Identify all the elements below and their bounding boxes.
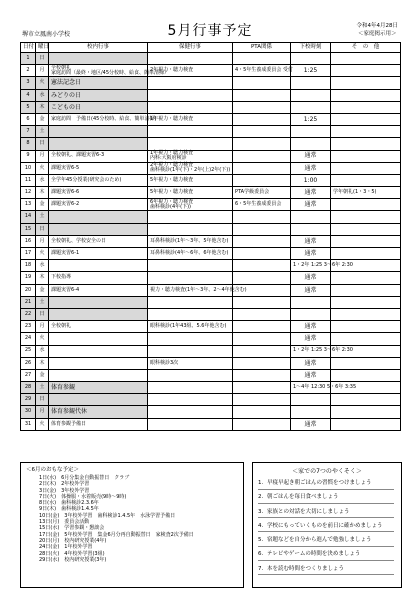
other-cell: 学年朝礼(1・3・5) — [331, 187, 401, 199]
weekday-cell: 水 — [36, 260, 49, 272]
other-cell — [331, 235, 401, 247]
school-event-cell: 家庭訪問 予備日(45分校時、給食、簡単清掃) — [49, 113, 148, 125]
health-event-cell — [148, 89, 233, 101]
dismissal-time-cell — [291, 296, 331, 308]
dismissal-time-cell: 1:25 — [291, 113, 331, 125]
weekday-cell: 月 — [36, 235, 49, 247]
dismissal-time-cell — [291, 406, 331, 418]
dismissal-time-cell: 通常 — [291, 418, 331, 430]
school-event-cell: 体育参観予備日 — [49, 418, 148, 430]
health-event-cell: 耳鼻科検診(1年～3年、5年他含む) — [148, 235, 233, 247]
dismissal-time-cell: 1:00 — [291, 174, 331, 186]
health-event-cell: 視力・聴力検査(1年～3年、2～4年他含む) — [148, 284, 233, 296]
dismissal-time-cell: 通常 — [291, 187, 331, 199]
table-row — [21, 101, 401, 113]
school-event-cell: 課題実習6-1 — [49, 248, 148, 260]
health-event-cell — [148, 394, 233, 406]
other-cell — [331, 126, 401, 138]
weekday-cell: 火 — [36, 77, 49, 89]
dismissal-time-cell: 通常 — [291, 248, 331, 260]
health-event-cell — [148, 53, 233, 65]
school-event-cell: 課題実習6-4 — [49, 284, 148, 296]
pta-cell — [233, 260, 291, 272]
home-promises-panel — [252, 462, 402, 588]
table-row — [21, 321, 401, 333]
school-event-cell: 課題実習6-2 — [49, 199, 148, 211]
table-row — [21, 333, 401, 345]
day-cell: 6 — [21, 113, 36, 125]
weekday-cell: 木 — [36, 272, 49, 284]
health-event-cell — [148, 77, 233, 89]
other-cell — [331, 418, 401, 430]
other-cell — [331, 77, 401, 89]
day-cell: 29 — [21, 394, 36, 406]
table-row — [21, 357, 401, 369]
health-event-cell — [148, 272, 233, 284]
day-cell: 1 — [21, 53, 36, 65]
day-cell: 18 — [21, 260, 36, 272]
health-event-cell: 5年視力・聴力検査 — [148, 187, 233, 199]
other-cell — [331, 113, 401, 125]
health-event-cell — [148, 126, 233, 138]
health-event-cell: 眼科検診(1年43組、5.6年他含む) — [148, 321, 233, 333]
dismissal-time-cell: 通常 — [291, 162, 331, 174]
weekday-cell: 木 — [36, 357, 49, 369]
health-event-cell: 6年視力・聴力検査 歯科検診(4年(下)) — [148, 199, 233, 211]
list-item: 9日(木) 歯科検診1.4.5年 — [39, 506, 99, 513]
table-row — [21, 248, 401, 260]
page-title: 5月行事予定 — [167, 23, 253, 39]
other-cell — [331, 333, 401, 345]
day-cell: 4 — [21, 89, 36, 101]
dismissal-time-cell — [291, 89, 331, 101]
day-cell: 15 — [21, 223, 36, 235]
other-cell — [331, 394, 401, 406]
weekday-cell: 土 — [36, 382, 49, 394]
other-cell — [331, 308, 401, 320]
school-event-cell: 全学年45分授業(研究会のため) — [49, 174, 148, 186]
school-event-cell — [49, 211, 148, 223]
pta-cell — [233, 77, 291, 89]
day-cell: 3 — [21, 77, 36, 89]
pta-cell — [233, 418, 291, 430]
pta-cell — [233, 223, 291, 235]
issue-date: 令和4年4月28日 — [356, 23, 398, 29]
weekday-cell: 火 — [36, 162, 49, 174]
pta-cell — [233, 321, 291, 333]
health-event-cell — [148, 418, 233, 430]
col-header-weekday: 曜日 — [36, 43, 49, 53]
pta-cell — [233, 406, 291, 418]
col-header-pta: PTA関係 — [233, 43, 291, 53]
school-event-cell — [49, 138, 148, 150]
home-promises-list — [258, 481, 401, 575]
schedule-body — [21, 53, 401, 431]
pta-cell — [233, 89, 291, 101]
day-cell: 16 — [21, 235, 36, 247]
dismissal-time-cell: 1～4年 12:30 5・6年 3:35 — [291, 382, 331, 394]
list-item: 5．宿題などを自分から進んで勉強しましょう — [258, 538, 394, 547]
pta-cell — [233, 394, 291, 406]
school-event-cell — [49, 394, 148, 406]
list-item: 1日(水) 6月分集金自動振替日 クラブ — [39, 475, 130, 481]
weekday-cell: 金 — [36, 199, 49, 211]
pta-cell — [233, 113, 291, 125]
table-row — [21, 296, 401, 308]
pta-cell — [233, 138, 291, 150]
table-row — [21, 187, 401, 199]
weekday-cell: 土 — [36, 296, 49, 308]
dismissal-time-cell — [291, 211, 331, 223]
health-event-cell — [148, 211, 233, 223]
table-row — [21, 138, 401, 150]
other-cell — [331, 211, 401, 223]
day-cell: 20 — [21, 284, 36, 296]
dismissal-time-cell: 1・2年 1:25 3～6年 2:30 — [291, 345, 331, 357]
table-row — [21, 150, 401, 162]
other-cell — [331, 321, 401, 333]
other-cell — [331, 272, 401, 284]
list-item: 10日(金) 3年校外学習 歯科検診1.4.5年 水泳学習予備日 — [39, 512, 176, 519]
pta-cell — [233, 53, 291, 65]
pta-cell — [233, 357, 291, 369]
dismissal-time-cell: 通常 — [291, 333, 331, 345]
health-event-cell — [148, 296, 233, 308]
pta-cell — [233, 235, 291, 247]
day-cell: 22 — [21, 308, 36, 320]
day-cell: 23 — [21, 321, 36, 333]
school-event-cell — [49, 126, 148, 138]
list-item: 28日(火) 4年校外学習(3組) — [39, 550, 105, 557]
school-event-cell — [49, 357, 148, 369]
health-event-cell: 2年視力・聴力検査 歯科検診(1年(下)・2年(上)2年(下)) — [148, 162, 233, 174]
school-event-cell — [49, 260, 148, 272]
health-event-cell — [148, 369, 233, 381]
weekday-cell: 水 — [36, 89, 49, 101]
other-cell — [331, 223, 401, 235]
weekday-cell: 火 — [36, 333, 49, 345]
other-cell — [331, 174, 401, 186]
table-row — [21, 284, 401, 296]
health-event-cell — [148, 138, 233, 150]
health-event-cell — [148, 382, 233, 394]
dismissal-time-cell: 1:25 — [291, 65, 331, 77]
list-item: 3．家族との対話を大切にしましょう — [258, 510, 394, 519]
other-cell — [331, 162, 401, 174]
school-event-cell — [49, 223, 148, 235]
day-cell: 28 — [21, 382, 36, 394]
list-item: 7日(火) 体操服・水着販売(9時～9時) — [39, 493, 127, 500]
weekday-cell: 日 — [36, 308, 49, 320]
dismissal-time-cell: 1・2年 1:25 3～6年 2:30 — [291, 260, 331, 272]
day-cell: 30 — [21, 406, 36, 418]
pta-cell — [233, 211, 291, 223]
pta-cell — [233, 333, 291, 345]
next-month-events-panel — [20, 462, 244, 588]
list-item: 2．朝ごはんを毎日食べましょう — [258, 495, 394, 504]
school-name: 堺市立鳳南小学校 — [22, 31, 71, 38]
school-event-cell: 課題実習6-5 — [49, 162, 148, 174]
table-row — [21, 162, 401, 174]
weekday-cell: 木 — [36, 187, 49, 199]
school-event-cell: 体育参観代休 — [49, 406, 148, 418]
dismissal-time-cell: 通常 — [291, 284, 331, 296]
table-row — [21, 394, 401, 406]
table-row — [21, 382, 401, 394]
dismissal-time-cell: 通常 — [291, 150, 331, 162]
list-item: 17日(金) 5年校外学習 集金6月分再自動振替日 家検査2次予備日 — [39, 531, 194, 538]
dismissal-time-cell — [291, 223, 331, 235]
dismissal-time-cell: 通常 — [291, 199, 331, 211]
weekday-cell: 火 — [36, 248, 49, 260]
day-cell: 25 — [21, 345, 36, 357]
dismissal-time-cell — [291, 308, 331, 320]
table-header-row — [21, 43, 401, 53]
col-header-dismissal-time: 下校時刻 — [291, 43, 331, 53]
dismissal-time-cell: 通常 — [291, 235, 331, 247]
table-row — [21, 211, 401, 223]
health-event-cell: 眼科検診3次 — [148, 357, 233, 369]
weekday-cell: 土 — [36, 211, 49, 223]
other-cell — [331, 150, 401, 162]
other-cell — [331, 248, 401, 260]
day-cell: 31 — [21, 418, 36, 430]
day-cell: 8 — [21, 138, 36, 150]
schedule-table — [20, 42, 401, 431]
col-header-date: 日付 — [21, 43, 36, 53]
weekday-cell: 木 — [36, 101, 49, 113]
school-event-cell: 体育参観 — [49, 382, 148, 394]
col-header-other: そ の 他 — [331, 43, 401, 53]
other-cell — [331, 65, 401, 77]
day-cell: 5 — [21, 101, 36, 113]
pta-cell — [233, 248, 291, 260]
list-item: 20日(月) 校内研究授業(4年) — [39, 537, 107, 544]
health-event-cell: 1年視力・聴力検査 内科:大阪府検診 — [148, 150, 233, 162]
pta-cell — [233, 345, 291, 357]
day-cell: 9 — [21, 150, 36, 162]
table-row — [21, 308, 401, 320]
pta-cell: 6・5年生養成委員会 — [233, 199, 291, 211]
table-row — [21, 223, 401, 235]
table-row — [21, 369, 401, 381]
weekday-cell: 日 — [36, 394, 49, 406]
day-cell: 10 — [21, 162, 36, 174]
other-cell — [331, 284, 401, 296]
weekday-cell: 土 — [36, 126, 49, 138]
school-event-cell — [49, 369, 148, 381]
school-event-cell: 全校朝礼 家庭訪問（最終・地区/45分校時、給食、簡単清掃） — [49, 65, 148, 77]
dismissal-time-cell — [291, 394, 331, 406]
weekday-cell: 火 — [36, 418, 49, 430]
dismissal-time-cell — [291, 101, 331, 113]
list-item: 15日(水) 学習参観・懇談会 — [39, 525, 105, 532]
day-cell: 14 — [21, 211, 36, 223]
table-row — [21, 53, 401, 65]
school-event-cell: 課題実習6-6 — [49, 187, 148, 199]
day-cell: 19 — [21, 272, 36, 284]
day-cell: 26 — [21, 357, 36, 369]
pta-cell — [233, 162, 291, 174]
school-event-cell: こどもの日 — [49, 101, 148, 113]
day-cell: 27 — [21, 369, 36, 381]
dismissal-time-cell: 通常 — [291, 321, 331, 333]
list-item: 2日(木) 2年校外学習 — [39, 481, 90, 488]
pta-cell — [233, 272, 291, 284]
other-cell — [331, 53, 401, 65]
health-event-cell — [148, 333, 233, 345]
list-item: 13日(月) 委員会活動 — [39, 519, 90, 526]
table-row — [21, 77, 401, 89]
weekday-cell: 日 — [36, 223, 49, 235]
school-event-cell — [49, 333, 148, 345]
list-item: 6．テレビやゲームの時間を決めましょう — [258, 552, 394, 561]
table-row — [21, 113, 401, 125]
school-event-cell: 下校指導 — [49, 272, 148, 284]
weekday-cell: 水 — [36, 174, 49, 186]
school-event-cell — [49, 53, 148, 65]
dismissal-time-cell — [291, 126, 331, 138]
list-item: 8日(水) 歯科検診2.3.6年 — [39, 500, 99, 507]
school-event-cell — [49, 345, 148, 357]
list-item: 3日(金) 3年校外学習 — [39, 487, 90, 494]
dismissal-time-cell — [291, 138, 331, 150]
health-event-cell — [148, 406, 233, 418]
dismissal-time-cell — [291, 53, 331, 65]
weekday-cell: 金 — [36, 113, 49, 125]
next-month-events-list — [39, 475, 243, 563]
pta-cell — [233, 126, 291, 138]
weekday-cell: 水 — [36, 345, 49, 357]
pta-cell: 4・5年生養成委員会 受付 — [233, 65, 291, 77]
weekday-cell: 日 — [36, 138, 49, 150]
health-event-cell — [148, 223, 233, 235]
weekday-cell: 月 — [36, 406, 49, 418]
other-cell — [331, 296, 401, 308]
school-event-cell: 憲法記念日 — [49, 77, 148, 89]
table-row — [21, 199, 401, 211]
health-event-cell — [148, 260, 233, 272]
health-event-cell: 2年視力・聴力検査 — [148, 65, 233, 77]
health-event-cell: 5年視力・聴力検査 — [148, 174, 233, 186]
weekday-cell: 金 — [36, 284, 49, 296]
col-header-school-events: 校内行事 — [49, 43, 148, 53]
day-cell: 12 — [21, 187, 36, 199]
pta-cell — [233, 101, 291, 113]
day-cell: 7 — [21, 126, 36, 138]
list-item: 29日(水) 校内研究授業(3年) — [39, 556, 107, 563]
health-event-cell — [148, 308, 233, 320]
issue-info — [357, 22, 399, 38]
col-header-health-events: 保健行事 — [148, 43, 233, 53]
health-event-cell — [148, 101, 233, 113]
school-event-cell: 全校朝礼、課題実習6-3 — [49, 150, 148, 162]
other-cell — [331, 89, 401, 101]
day-cell: 13 — [21, 199, 36, 211]
table-row — [21, 89, 401, 101]
day-cell: 24 — [21, 333, 36, 345]
table-row — [21, 345, 401, 357]
weekday-cell: 月 — [36, 321, 49, 333]
other-cell — [331, 199, 401, 211]
other-cell — [331, 357, 401, 369]
health-event-cell: 耳鼻科検診(4年～6年、6年他含む) — [148, 248, 233, 260]
day-cell: 17 — [21, 248, 36, 260]
pta-cell — [233, 150, 291, 162]
table-row — [21, 126, 401, 138]
pta-cell: PTA学級委員会 — [233, 187, 291, 199]
dismissal-time-cell — [291, 77, 331, 89]
other-cell — [331, 406, 401, 418]
table-row — [21, 260, 401, 272]
table-row — [21, 418, 401, 430]
day-cell: 2 — [21, 65, 36, 77]
weekday-cell: 日 — [36, 53, 49, 65]
pta-cell — [233, 382, 291, 394]
list-item: 7．本を読む時間をつくりましょう — [258, 567, 394, 576]
other-cell — [331, 369, 401, 381]
day-cell: 21 — [21, 296, 36, 308]
next-month-events-title: ＜6月のおもな予定＞ — [26, 467, 79, 473]
day-cell: 11 — [21, 174, 36, 186]
pta-cell — [233, 369, 291, 381]
table-row — [21, 272, 401, 284]
pta-cell — [233, 174, 291, 186]
weekday-cell: 金 — [36, 369, 49, 381]
school-event-cell: みどりの日 — [49, 89, 148, 101]
audience-label: ＜家庭掲示用＞ — [357, 31, 397, 37]
weekday-cell: 月 — [36, 65, 49, 77]
home-promises-title: ＜家での7つのやくそく＞ — [292, 468, 362, 475]
school-event-cell: 全校朝礼、学校安全の日 — [49, 235, 148, 247]
weekday-cell: 月 — [36, 150, 49, 162]
school-event-cell: 全校朝礼 — [49, 321, 148, 333]
list-item: 1．早寝早起き朝ごはんの習慣をつけましょう — [258, 481, 394, 490]
dismissal-time-cell: 通常 — [291, 369, 331, 381]
table-row — [21, 235, 401, 247]
health-event-cell — [148, 345, 233, 357]
pta-cell — [233, 308, 291, 320]
other-cell — [331, 101, 401, 113]
health-event-cell: 1年視力・聴力検査 — [148, 113, 233, 125]
table-row — [21, 65, 401, 77]
dismissal-time-cell: 通常 — [291, 357, 331, 369]
table-row — [21, 406, 401, 418]
pta-cell — [233, 296, 291, 308]
school-event-cell — [49, 296, 148, 308]
list-item: 24日(金) 1年校外学習 — [39, 544, 93, 551]
other-cell — [331, 138, 401, 150]
list-item: 4．学校にもっていくものを前日に確かめましょう — [258, 524, 394, 533]
dismissal-time-cell: 通常 — [291, 272, 331, 284]
table-row — [21, 174, 401, 186]
school-event-cell — [49, 308, 148, 320]
